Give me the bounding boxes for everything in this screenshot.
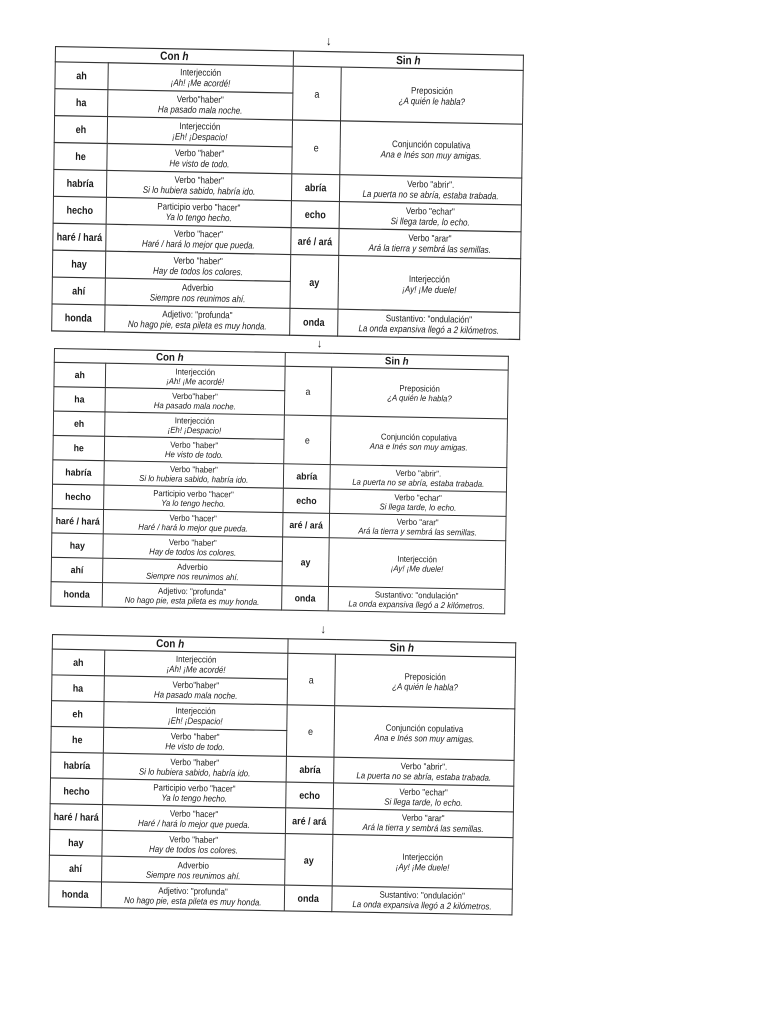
sin-word: onda: [290, 308, 338, 336]
sin-word: echo: [291, 201, 339, 229]
con-word: ahí: [49, 855, 102, 882]
sin-desc: Conjunción copulativa Ana e Inés son muy amigas.: [340, 121, 523, 178]
con-word: ah: [52, 649, 105, 676]
con-word: ha: [54, 387, 106, 412]
sin-word: aré / ará: [285, 808, 333, 835]
con-word: habría: [53, 460, 105, 485]
sin-desc: Verbo "arar" Ará la tierra y sembrá las semillas.: [333, 809, 514, 838]
sin-word: onda: [282, 586, 329, 611]
sin-desc: Verbo "arar" Ará la tierra y sembrá las semillas.: [339, 228, 521, 258]
sin-word: e: [284, 415, 331, 465]
sin-word: a: [293, 66, 342, 121]
con-desc: Interjección ¡Eh! ¡Despacio!: [105, 412, 285, 439]
con-desc: Verbo "haber" Hay de todos los colores.: [105, 251, 290, 281]
con-desc: Verbo "haber" He visto de todo.: [103, 727, 286, 756]
con-desc: Verbo "hacer" Haré / hará lo mejor que pueda.: [102, 805, 285, 834]
header-con: Con h: [54, 349, 285, 367]
con-word: he: [53, 435, 105, 460]
con-desc: Verbo "hacer" Haré / hará lo mejor que pueda.: [106, 224, 291, 254]
header-con: Con h: [55, 47, 293, 67]
con-desc: Verbo "haber" Hay de todos los colores.: [103, 534, 283, 561]
conjugation-table: [50, 348, 509, 614]
con-word: ah: [54, 362, 106, 387]
con-word: hecho: [53, 196, 106, 224]
sin-desc: Verbo "arar" Ará la tierra y sembrá las semillas.: [329, 513, 506, 540]
sin-word: e: [286, 705, 334, 757]
header-sin: Sin h: [285, 353, 508, 371]
con-word: haré / hará: [52, 509, 104, 534]
sin-desc: Verbo "abrir". La puerta no se abría, estaba trabada.: [339, 175, 521, 205]
con-word: he: [51, 726, 104, 753]
sin-desc: Interjección ¡Ay! ¡Me duele!: [329, 538, 506, 590]
con-desc: Interjección ¡Eh! ¡Despacio!: [104, 702, 287, 731]
sin-desc: Verbo "echar" Si llega tarde, lo echo.: [339, 202, 521, 232]
con-word: eh: [54, 116, 107, 144]
table-copy-1: [51, 34, 523, 340]
arrow-mark: ↓: [320, 623, 326, 637]
sin-desc: Verbo "abrir". La puerta no se abría, estaba trabada.: [330, 465, 507, 492]
con-desc: Adverbio Siempre nos reunimos ahí.: [103, 558, 283, 585]
con-word: habría: [50, 752, 103, 779]
con-word: ha: [52, 675, 105, 702]
con-word: habría: [53, 169, 106, 197]
sin-desc: Preposición ¿A quién le habla?: [341, 67, 524, 124]
con-desc: Verbo "haber" He visto de todo.: [104, 436, 284, 463]
sin-desc: Verbo "echar" Si llega tarde, lo echo.: [333, 783, 514, 812]
con-word: haré / hará: [50, 804, 103, 831]
header-sin: Sin h: [288, 639, 516, 658]
sin-desc: Sustantivo: "ondulación" La onda expansiva llegó a 2 kilómetros.: [328, 586, 505, 613]
sin-word: echo: [283, 488, 330, 513]
conjugation-table: [51, 46, 524, 340]
conjugation-table: [48, 634, 516, 915]
sin-word: abría: [283, 464, 330, 489]
con-word: ah: [55, 62, 108, 90]
header-con: Con h: [52, 635, 288, 654]
sin-word: ay: [282, 537, 329, 587]
con-desc: Interjección ¡Ah! ¡Me acordé!: [105, 363, 285, 390]
con-word: ahí: [52, 277, 105, 305]
con-word: eh: [51, 701, 104, 728]
con-desc: Verbo "haber" He visto de todo.: [107, 143, 292, 173]
con-desc: Adjetivo: "profunda" No hago pie, esta pileta es muy honda.: [102, 583, 282, 610]
con-desc: Interjección ¡Ah! ¡Me acordé!: [108, 63, 293, 93]
sin-desc: Sustantivo: "ondulación" La onda expansiva llegó a 2 kilómetros.: [332, 886, 513, 915]
con-word: hecho: [52, 484, 104, 509]
con-word: he: [54, 143, 107, 171]
sin-word: ay: [290, 255, 339, 310]
con-word: hay: [51, 533, 103, 558]
table-copy-3: [48, 623, 515, 915]
sin-word: ay: [285, 834, 333, 886]
con-desc: Verbo "haber" Si lo hubiera sabido, habría ido.: [106, 170, 291, 200]
con-desc: Verbo "haber" Si lo hubiera sabido, habría ido.: [103, 753, 286, 782]
sin-desc: Preposición ¿A quién le habla?: [335, 654, 516, 709]
sin-desc: Conjunción copulativa Ana e Inés son muy amigas.: [334, 706, 515, 761]
sin-desc: Sustantivo: "ondulación" La onda expansiva llegó a 2 kilómetros.: [338, 309, 520, 339]
sin-word: a: [287, 653, 335, 705]
con-word: ha: [55, 89, 108, 117]
sin-desc: Verbo "echar" Si llega tarde, lo echo.: [330, 489, 507, 516]
sin-word: aré / ará: [283, 513, 330, 538]
con-desc: Adverbio Siempre nos reunimos ahí.: [105, 278, 290, 308]
header-sin: Sin h: [293, 51, 523, 70]
arrow-mark: ↓: [316, 337, 323, 351]
con-desc: Verbo "hacer" Haré / hará lo mejor que pueda.: [103, 509, 283, 536]
con-desc: Participio verbo "hacer" Ya lo tengo hecho.: [103, 779, 286, 808]
con-desc: Adjetivo: "profunda" No hago pie, esta pileta es muy honda.: [101, 882, 284, 911]
sin-word: abría: [286, 756, 334, 783]
con-word: haré / hará: [53, 223, 106, 251]
con-desc: Adjetivo: "profunda" No hago pie, esta pileta es muy honda.: [105, 305, 290, 335]
sin-word: a: [284, 366, 331, 416]
sin-word: onda: [284, 885, 332, 912]
arrow-mark: ↓: [325, 34, 332, 49]
sin-word: aré / ará: [291, 228, 339, 256]
sin-word: e: [292, 120, 341, 175]
con-word: honda: [49, 881, 102, 908]
table-copy-2: [50, 337, 508, 614]
con-word: honda: [51, 582, 103, 607]
sin-desc: Interjección ¡Ay! ¡Me duele!: [338, 255, 521, 312]
con-desc: Interjección ¡Eh! ¡Despacio!: [107, 117, 292, 147]
con-desc: Verbo"haber" Ha pasado mala noche.: [108, 90, 293, 120]
con-desc: Adverbio Siempre nos reunimos ahí.: [102, 856, 285, 885]
con-desc: Verbo"haber" Ha pasado mala noche.: [105, 388, 285, 415]
con-word: hay: [49, 829, 102, 856]
con-word: eh: [53, 411, 105, 436]
con-word: ahí: [51, 557, 103, 582]
con-desc: Interjección ¡Ah! ¡Me acordé!: [104, 650, 287, 679]
con-desc: Verbo"haber" Ha pasado mala noche.: [104, 676, 287, 705]
con-desc: Participio verbo "hacer" Ya lo tengo hecho.: [106, 197, 291, 227]
sin-word: echo: [286, 782, 334, 809]
con-desc: Participio verbo "hacer" Ya lo tengo hecho.: [104, 485, 284, 512]
con-word: hecho: [50, 778, 103, 805]
sin-word: abría: [291, 174, 339, 202]
sin-desc: Verbo "abrir". La puerta no se abría, estaba trabada.: [334, 757, 515, 786]
sin-desc: Preposición ¿A quién le habla?: [331, 367, 508, 419]
sin-desc: Interjección ¡Ay! ¡Me duele!: [332, 834, 513, 889]
con-word: honda: [52, 304, 105, 332]
sin-desc: Conjunción copulativa Ana e Inés son muy amigas.: [330, 416, 507, 468]
con-desc: Verbo "haber" Si lo hubiera sabido, habría ido.: [104, 461, 284, 488]
con-desc: Verbo "haber" Hay de todos los colores.: [102, 830, 285, 859]
con-word: hay: [52, 250, 105, 278]
